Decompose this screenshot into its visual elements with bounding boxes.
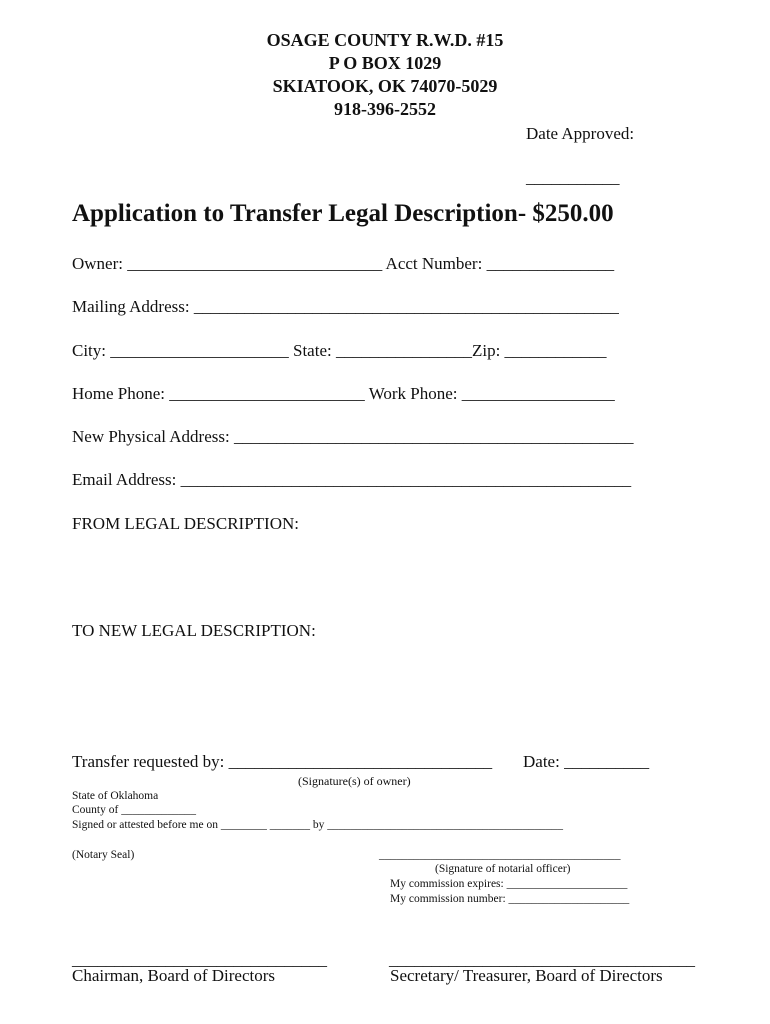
city-state-zip-field[interactable]: City: _____________________ State: ________________Zip: ____________: [72, 341, 607, 360]
notary-county[interactable]: County of _____________: [72, 804, 196, 816]
po-box: P O BOX 1029: [328, 53, 442, 73]
secretary-signature-line[interactable]: ____________________________________: [389, 950, 695, 969]
form-title: Application to Transfer Legal Description- $250.00: [72, 200, 614, 227]
new-physical-address-field[interactable]: New Physical Address: _______________________________________________: [72, 427, 634, 446]
city-address: SKIATOOK, OK 74070-5029: [272, 76, 498, 96]
from-legal-description-label: FROM LEGAL DESCRIPTION:: [72, 514, 299, 533]
date-approved-line[interactable]: ___________: [526, 168, 620, 187]
commission-number-field[interactable]: My commission number: _____________________: [390, 893, 630, 905]
phone-number: 918-396-2552: [334, 99, 436, 119]
owner-acct-field[interactable]: Owner: ______________________________ Acct Number: _______________: [72, 254, 615, 273]
secretary-label: Secretary/ Treasurer, Board of Directors: [390, 966, 663, 985]
notary-signature-caption: (Signature of notarial officer): [435, 863, 571, 875]
org-name: OSAGE COUNTY R.W.D. #15: [266, 30, 504, 50]
chairman-label: Chairman, Board of Directors: [72, 966, 275, 985]
notary-signed-line[interactable]: Signed or attested before me on ________ _______ by _________________________________________: [72, 819, 563, 831]
commission-expires-field[interactable]: My commission expires: _____________________: [390, 878, 628, 890]
notary-signature-line[interactable]: __________________________________________: [379, 849, 621, 861]
email-address-field[interactable]: Email Address: _____________________________________________________: [72, 470, 632, 489]
mailing-address-field[interactable]: Mailing Address: __________________________________________________: [72, 297, 619, 316]
owner-signature-caption: (Signature(s) of owner): [298, 774, 411, 788]
chairman-signature-line[interactable]: ______________________________: [72, 950, 327, 969]
notary-state: State of Oklahoma: [72, 790, 159, 802]
transfer-date-field[interactable]: Date: __________: [523, 752, 650, 771]
to-legal-description-label: TO NEW LEGAL DESCRIPTION:: [72, 621, 316, 640]
transfer-requested-by-field[interactable]: Transfer requested by: _______________________________: [72, 752, 493, 771]
date-approved-label: Date Approved:: [526, 124, 635, 143]
phone-fields[interactable]: Home Phone: _______________________ Work Phone: __________________: [72, 384, 615, 403]
notary-seal-label: (Notary Seal): [72, 849, 135, 861]
